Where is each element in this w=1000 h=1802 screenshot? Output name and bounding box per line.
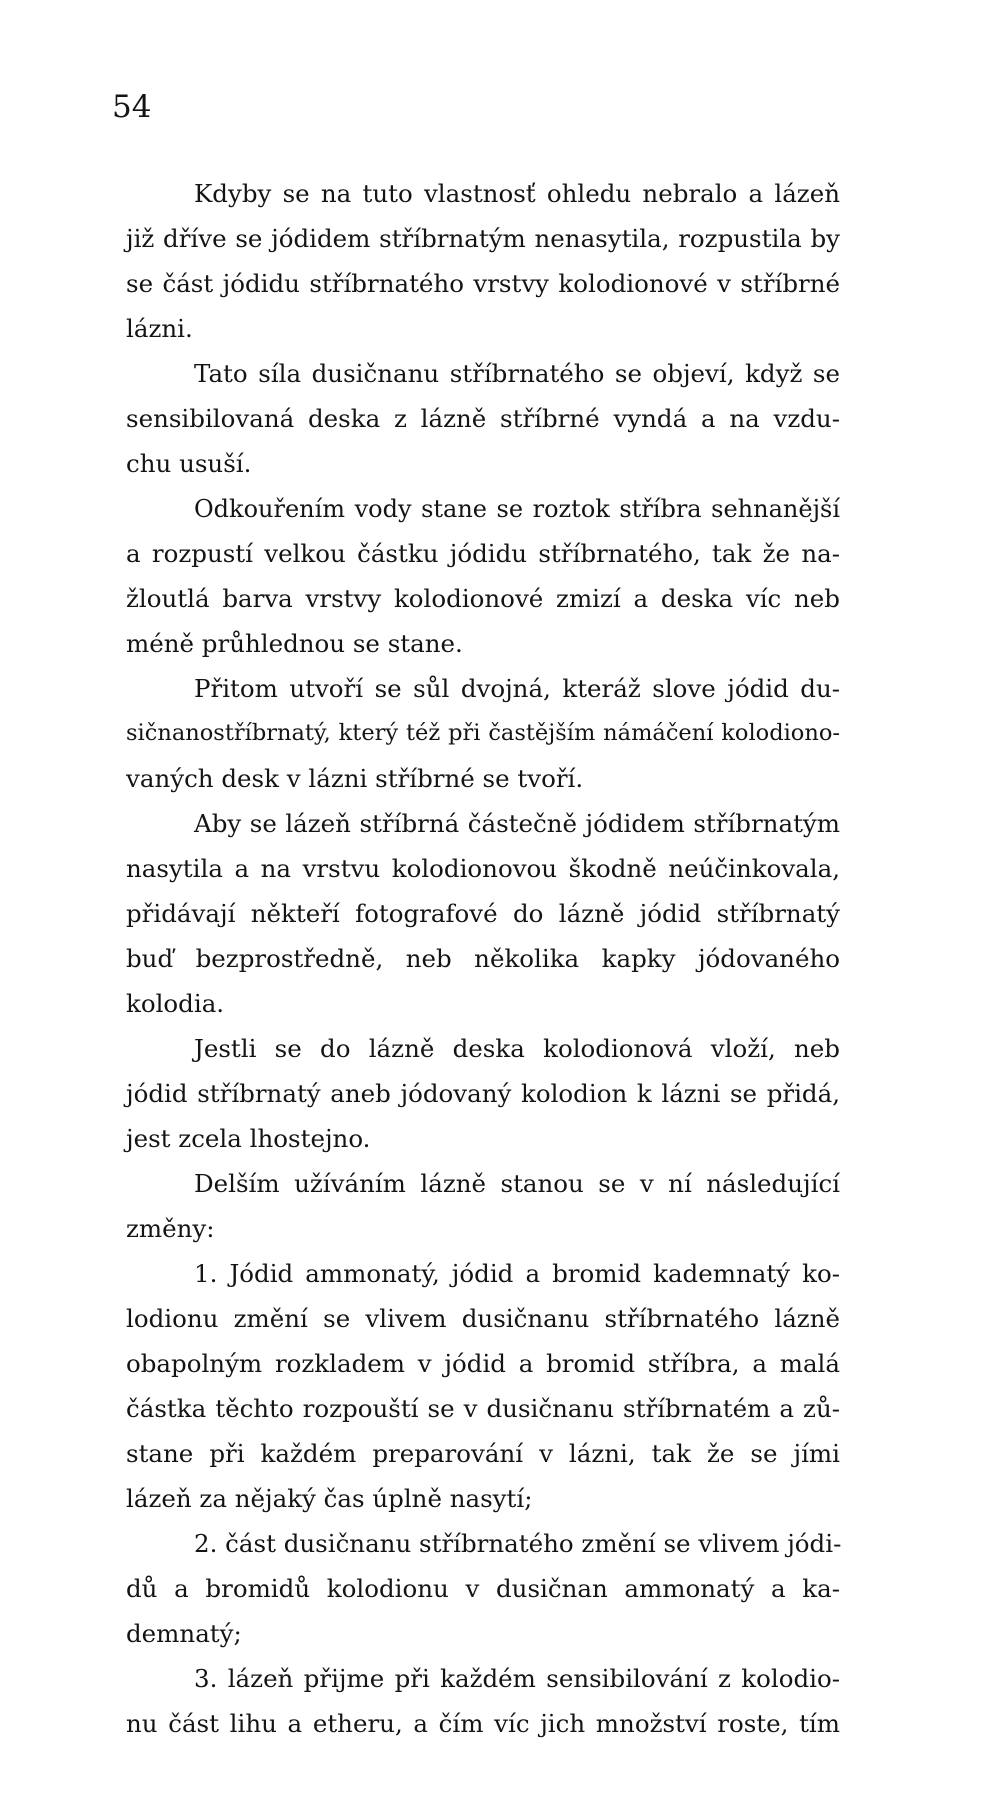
- text-line: Aby se lázeň stříbrná částečně jódidem stříbrnatým: [194, 809, 840, 838]
- text-line: dů a bromidů kolodionu v dusičnan ammonatý a ka-: [126, 1574, 840, 1603]
- text-line: lázeň za nějaký čas úplně nasytí;: [126, 1484, 533, 1513]
- text-line: obapolným rozkladem v jódid a bromid stříbra, a malá: [126, 1349, 840, 1378]
- text-line: se část jódidu stříbrnatého vrstvy kolodionové v stříbrné: [126, 269, 840, 298]
- text-line: nasytila a na vrstvu kolodionovou škodně neúčinkovala,: [126, 854, 840, 883]
- text-line: již dříve se jódidem stříbrnatým nenasytila, rozpustila by: [126, 224, 840, 253]
- text-line: méně průhlednou se stane.: [126, 629, 463, 658]
- text-line: sensibilovaná deska z lázně stříbrné vyndá a na vzdu-: [126, 404, 840, 433]
- text-line: 1. Jódid ammonatý, jódid a bromid kademnatý ko-: [194, 1259, 840, 1288]
- text-line: žloutlá barva vrstvy kolodionové zmizí a deska víc neb: [126, 584, 840, 613]
- text-line: nu část lihu a etheru, a čím víc jich množství roste, tím: [126, 1709, 840, 1738]
- text-line: jest zcela lhostejno.: [126, 1124, 371, 1153]
- text-line: sičnanostříbrnatý, který též při častějším námáčení kolodiono-: [126, 720, 840, 746]
- text-line: lázni.: [126, 314, 193, 343]
- text-line: Jestli se do lázně deska kolodionová vloží, neb: [194, 1034, 840, 1063]
- text-line: 2. část dusičnanu stříbrnatého změní se vlivem jódi-: [194, 1529, 842, 1558]
- text-line: změny:: [126, 1214, 215, 1243]
- text-line: Tato síla dusičnanu stříbrnatého se objeví, když se: [194, 359, 840, 388]
- text-line: vaných desk v lázni stříbrné se tvoří.: [126, 764, 584, 793]
- text-line: chu usuší.: [126, 449, 252, 478]
- text-line: Kdyby se na tuto vlastnosť ohledu nebralo a lázeň: [194, 179, 840, 208]
- text-line: stane při každém preparování v lázni, tak že se jími: [126, 1439, 840, 1468]
- text-line: kolodia.: [126, 989, 225, 1018]
- text-line: lodionu změní se vlivem dusičnanu stříbrnatého lázně: [126, 1304, 840, 1333]
- page-number: 54: [112, 89, 152, 125]
- text-line: Přitom utvoří se sůl dvojná, kteráž slove jódid du-: [194, 674, 840, 703]
- text-line: částka těchto rozpouští se v dusičnanu stříbrnatém a zů-: [126, 1394, 840, 1423]
- text-line: Delším užíváním lázně stanou se v ní následující: [194, 1169, 840, 1198]
- text-line: Odkouřením vody stane se roztok stříbra sehnanější: [194, 495, 840, 523]
- text-line: demnatý;: [126, 1619, 242, 1648]
- text-line: buď bezprostředně, neb několika kapky jódovaného: [126, 944, 840, 973]
- text-line: jódid stříbrnatý aneb jódovaný kolodion k lázni se přidá,: [126, 1079, 840, 1108]
- text-line: přidávají někteří fotografové do lázně jódid stříbrnatý: [126, 899, 840, 928]
- text-line: a rozpustí velkou částku jódidu stříbrnatého, tak že na-: [126, 539, 840, 568]
- text-line: 3. lázeň přijme při každém sensibilování z kolodio-: [194, 1664, 840, 1693]
